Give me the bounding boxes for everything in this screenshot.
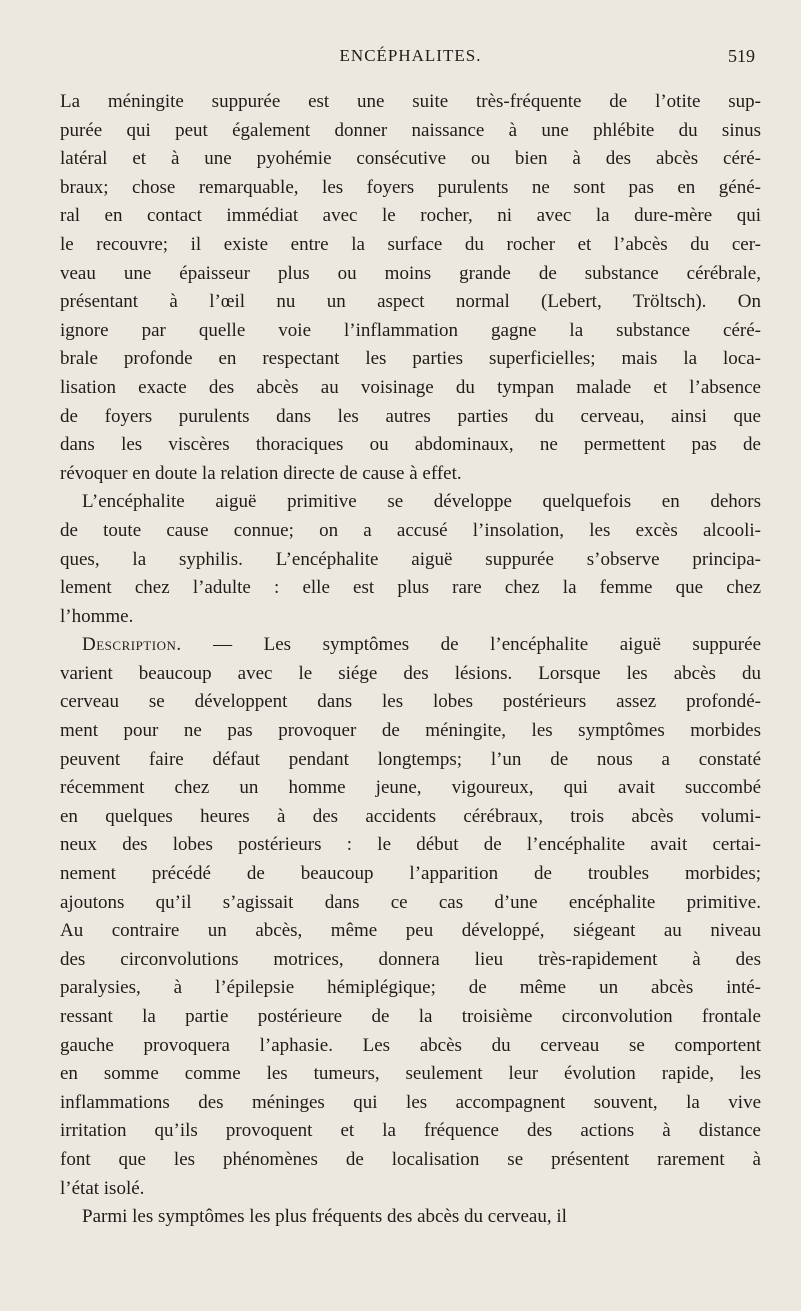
text-line: inflammations des méninges qui les accompagnent souvent, la vive: [60, 1091, 761, 1113]
text-line: veau une épaisseur plus ou moins grande de substance cérébrale,: [60, 262, 761, 284]
text-line: révoquer en doute la relation directe de cause à effet.: [60, 462, 462, 484]
text-line: purée qui peut également donner naissance à une phlébite du sinus: [60, 119, 761, 141]
page-number: 519: [728, 46, 755, 66]
text-line: nement précédé de beaucoup l’apparition de troubles morbides;: [60, 863, 761, 885]
text-line: brale profonde en respectant les parties superficielles; mais la loca-: [60, 348, 761, 370]
text-line: gauche provoquera l’aphasie. Les abcès du cerveau se comportent: [60, 1034, 761, 1056]
text-line: l’homme.: [60, 605, 134, 627]
text-line: récemment chez un homme jeune, vigoureux, qui avait succombé: [60, 777, 761, 799]
running-title: ENCÉPHALITES.: [339, 46, 482, 65]
text-line: Au contraire un abcès, même peu développé, siégeant au niveau: [60, 920, 761, 942]
text-line: lement chez l’adulte : elle est plus rare chez la femme que chez: [60, 577, 761, 599]
text-line: braux; chose remarquable, les foyers purulents ne sont pas en géné-: [60, 176, 761, 198]
text-line: neux des lobes postérieurs : le début de l’encéphalite avait certai-: [60, 834, 761, 856]
text-line: ajoutons qu’il s’agissait dans ce cas d’une encéphalite primitive.: [60, 891, 761, 913]
text-line: Description. — Les symptômes de l’encéphalite aiguë suppurée: [82, 634, 761, 656]
text-line: l’état isolé.: [60, 1177, 145, 1199]
text-line: irritation qu’ils provoquent et la fréquence des actions à distance: [60, 1120, 761, 1142]
text-line: ressant la partie postérieure de la troisième circonvolution frontale: [60, 1006, 761, 1027]
text-line: paralysies, à l’épilepsie hémiplégique; de même un abcès inté-: [60, 977, 761, 999]
paragraph: [60, 631, 761, 1203]
text-line: ignore par quelle voie l’inflammation gagne la substance céré-: [60, 319, 761, 341]
text-line: de foyers purulents dans les autres parties du cerveau, ainsi que: [60, 405, 761, 427]
text-line: le recouvre; il existe entre la surface du rocher et l’abcès du cer-: [60, 233, 761, 255]
text-line: cerveau se développent dans les lobes postérieurs assez profondé-: [60, 691, 761, 713]
text-line: lisation exacte des abcès au voisinage du tympan malade et l’absence: [60, 376, 761, 398]
text-line: font que les phénomènes de localisation se présentent rarement à: [60, 1148, 761, 1170]
paragraph: [60, 488, 761, 631]
text-line: peuvent faire défaut pendant longtemps; l’un de nous a constaté: [60, 748, 761, 770]
page-body: [60, 88, 761, 1232]
page-header: [60, 46, 761, 76]
text-line: latéral et à une pyohémie consécutive ou bien à des abcès céré-: [60, 148, 761, 170]
text-line: ment pour ne pas provoquer de méningite, les symptômes morbides: [60, 720, 761, 742]
text-line: ques, la syphilis. L’encéphalite aiguë suppurée s’observe principa-: [60, 548, 761, 570]
text-line: en somme comme les tumeurs, seulement leur évolution rapide, les: [60, 1063, 761, 1085]
paragraph: [60, 88, 761, 488]
text-line: Parmi les symptômes les plus fréquents des abcès du cerveau, il: [82, 1206, 567, 1228]
text-line: ral en contact immédiat avec le rocher, ni avec la dure-mère qui: [60, 205, 761, 227]
text-line: des circonvolutions motrices, donnera lieu très-rapidement à des: [60, 948, 761, 970]
text-line: de toute cause connue; on a accusé l’insolation, les excès alcooli-: [60, 519, 761, 541]
text-line: La méningite suppurée est une suite très-fréquente de l’otite sup-: [60, 91, 761, 112]
text-line: présentant à l’œil nu un aspect normal (Lebert, Tröltsch). On: [60, 291, 761, 313]
text-line: varient beaucoup avec le siége des lésions. Lorsque les abcès du: [60, 662, 761, 684]
paragraph: [60, 1203, 761, 1232]
text-line: en quelques heures à des accidents cérébraux, trois abcès volumi-: [60, 805, 761, 827]
text-line: dans les viscères thoraciques ou abdominaux, ne permettent pas de: [60, 434, 761, 456]
text-line: L’encéphalite aiguë primitive se développe quelquefois en dehors: [82, 491, 761, 513]
section-heading: Description.: [82, 634, 182, 656]
